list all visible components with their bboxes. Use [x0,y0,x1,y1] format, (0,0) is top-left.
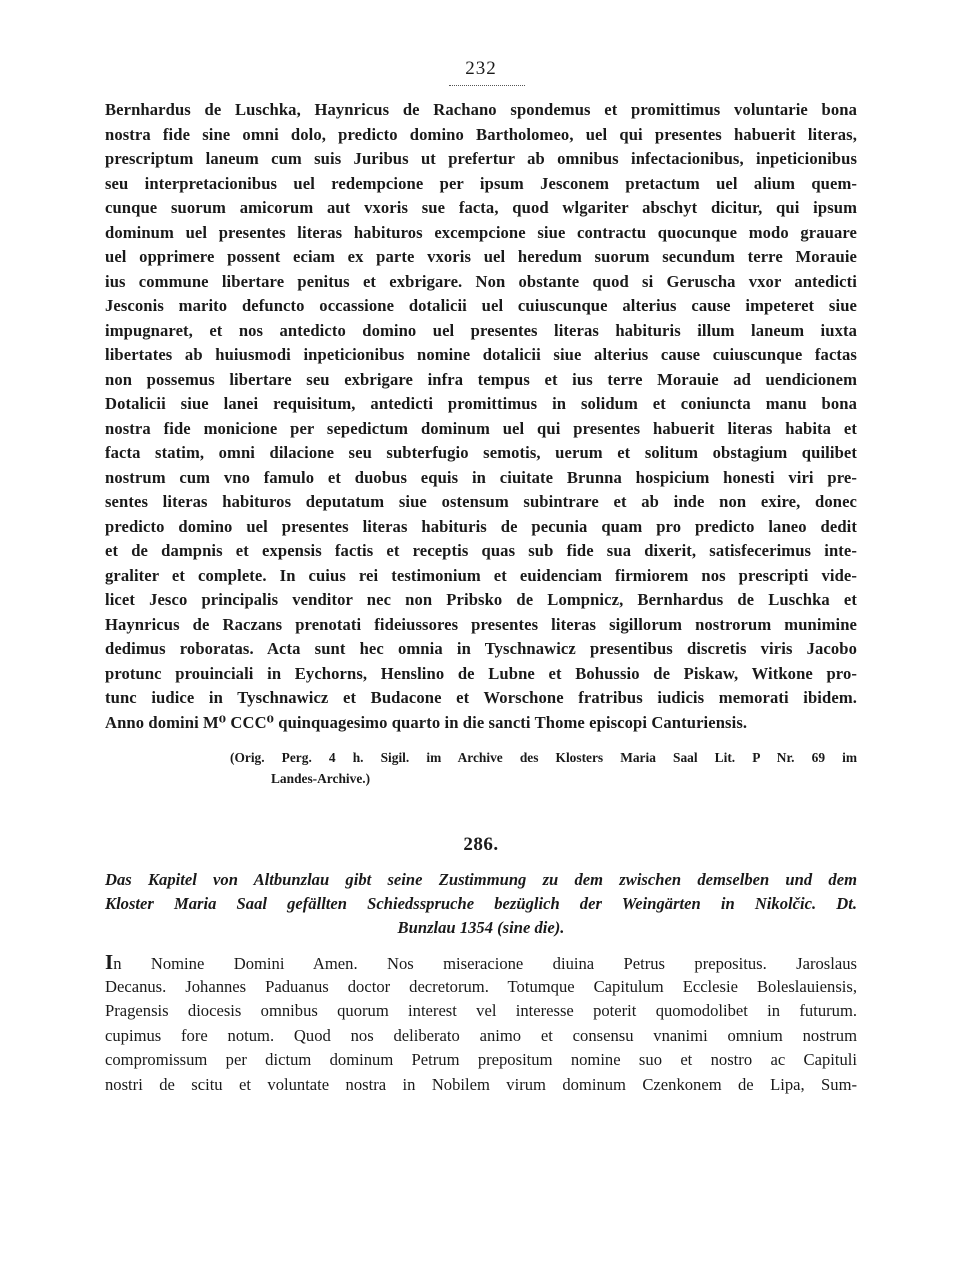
body-line: tunc iudice in Tyschnawicz et Budacone et Worschone fratribus iudicis memorati ibidem. [105,688,857,707]
body-line: ius commune libertare penitus et exbrigare. Non obstante quod si Geruscha vxor antedicti [105,271,857,291]
summary-line: Kloster Maria Saal gefällten Schiedsspruche bezüglich der Weingärten in Nikolčic. Dt. [105,894,857,913]
body-line: nostra fide sine omni dolo, predicto domino Bartholomeo, uel qui presentes habuerit literas, [105,124,857,144]
body-line: dedimus roboratas. Acta sunt hec omnia in Tyschnawicz presentibus discretis viris Jacobo [105,639,857,658]
charter-text [105,950,857,1097]
body-line: prescriptum laneum cum suis Juribus ut prefertur ab omnibus infectacionibus, inpeticionibus [105,149,857,168]
body-line: sentes literas habituros deputatum siue ostensum subintrare et ab inde non exire, donec [105,492,857,511]
body-line: impugnaret, et nos antedicto domino uel presentes literas habituris illum laneum iuxta [105,320,857,340]
document-number: 286. [463,834,499,855]
body-line: licet Jesco principalis venditor nec non Pribsko de Lompnicz, Bernhardus de Luschka et [105,590,857,609]
body-line: graliter et complete. In cuius rei testimonium et euidenciam firmiorem nos prescripti vide- [105,565,857,585]
charter-line: nostri de scitu et voluntate nostra in Nobilem virum dominum Czenkonem de Lipa, Sum- [105,1074,857,1094]
body-line: predicto domino uel presentes literas habituris de pecunia quam pro predicto laneo dedit [105,516,857,536]
source-note-line: (Orig. Perg. 4 h. Sigil. im Archive des Klosters Maria Saal Lit. P Nr. 69 im [230,750,857,765]
page-number: 232 [105,58,857,80]
charter-line: cupimus fore notum. Quod nos deliberato animo et consensu vnanimi omnium nostrum [105,1025,857,1045]
body-line: dominum uel presentes literas habituros excempcione siue contractu quocunque modo grauare [105,222,857,242]
body-line: Jesconis marito defuncto occassione dotalicii uel cuiuscunque alterius cause impeteret siue [105,296,857,315]
charter-line: compromissum per dictum dominum Petrum prepositum nomine suo et nostro ac Capituli [105,1050,857,1069]
body-line: seu interpretacionibus uel redempcione per ipsum Jesconem pretactum uel alium quem- [105,173,857,193]
charter-line: Decanus. Johannes Paduanus doctor decretorum. Totumque Capitulum Ecclesie Boleslauiensis, [105,976,857,996]
body-line: Bernhardus de Luschka, Haynricus de Rachano spondemus et promittimus voluntarie bona [105,100,857,119]
document-page [105,58,857,1097]
document-summary [105,868,857,940]
charter-line-text: n Nomine Domini Amen. Nos miseracione diuina Petrus prepositus. Jaroslaus [113,954,857,973]
body-line: nostra fide monicione per sepedictum dominum uel qui presentes habuerit literas habita et [105,418,857,438]
body-line: Dotalicii siue lanei requisitum, antedicti promittimus in solidum et coniuncta manu bona [105,394,857,413]
body-line: uel opprimere possent eciam ex parte vxoris uel heredum suorum secundum terre Morauie [105,247,857,266]
body-line: Haynricus de Raczans prenotati fideiussores presentes literas sigillorum nostrorum munimine [105,614,857,634]
body-line: Anno domini M⁰ CCC⁰ quinquagesimo quarto in die sancti Thome episcopi Canturiensis. [105,712,748,732]
body-line: cunque suorum amicorum aut vxoris sue facta, quod wlgariter abschyt dicitur, qui ipsum [105,198,857,217]
body-line: protunc prouinciali in Eychorns, Henslino de Lubne et Bohussio de Piskaw, Witkone pro- [105,663,857,683]
body-line: et de dampnis et expensis factis et receptis quas sub fide sua dixerit, satisfecerimus inte- [105,541,857,560]
source-note [105,747,857,789]
charter-line: Pragensis diocesis omnibus quorum interest vel interesse poterit quomodolibet in futurum. [105,1001,857,1020]
source-note-line: Landes-Archive.) [271,771,371,786]
charter-line [105,950,857,975]
initial-letter: I [105,950,114,974]
summary-line: Das Kapitel von Altbunzlau gibt seine Zustimmung zu dem zwischen demselben und dem [105,870,857,889]
body-line: nostrum cum vno famulo et duobus equis in ciuitate Brunna hospicium honesti viri pre- [105,467,857,487]
summary-line: Bunzlau 1354 (sine die). [397,918,565,937]
body-text [105,98,857,735]
body-line: libertates ab huiusmodi inpeticionibus nomine dotalicii siue alterius cause cuiuscunque factas [105,345,857,364]
body-line: facta statim, omni dilacione seu subterfugio semotis, uerum et solitum obstagium quilibet [105,443,857,462]
body-line: non possemus libertare seu exbrigare infra tempus et ius terre Morauie ad uendicionem [105,369,857,389]
